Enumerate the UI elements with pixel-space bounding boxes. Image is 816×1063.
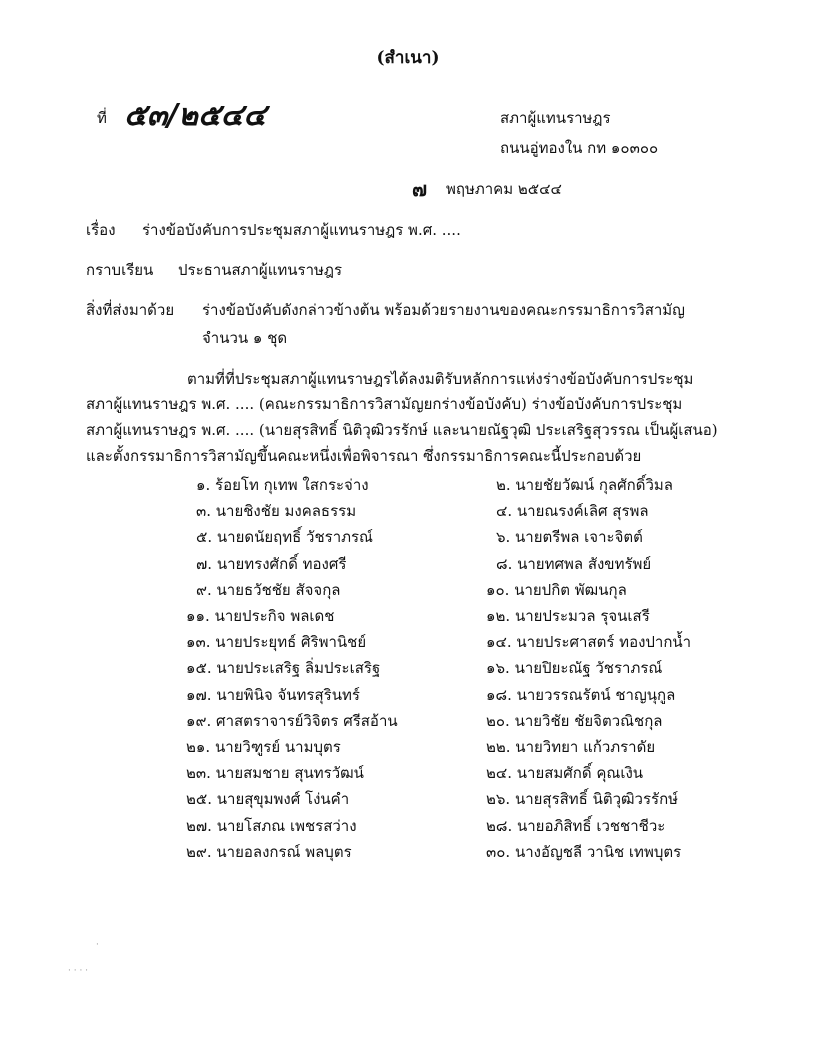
committee-member: ๑๒. นายประมวล รุจนเสรี: [486, 607, 650, 625]
committee-member: ๑๓. นายประยุทธ์ ศิริพานิชย์: [186, 633, 367, 651]
recipient-text: ประธานสภาผู้แทนราษฎร: [178, 261, 343, 279]
date-month-year: พฤษภาคม ๒๕๔๔: [446, 180, 562, 198]
committee-member: ๑๘. นายวรรณรัตน์ ชาญนุกูล: [486, 686, 676, 704]
recipient-line: [86, 258, 342, 282]
recipient-label: กราบเรียน: [86, 261, 154, 279]
committee-member: ๘. นายทศพล สังขทรัพย์: [496, 555, 652, 573]
subject-label: เรื่อง: [86, 221, 116, 239]
subject-line: [86, 218, 461, 242]
scan-artifact: ·: [96, 940, 99, 950]
org-address: ถนนอู่ทองใน กท ๑๐๓๐๐: [500, 139, 659, 157]
committee-member: ๑๖. นายปิยะณัฐ วัชราภรณ์: [486, 659, 663, 677]
enclosure-text-1: ร่างข้อบังคับดังกล่าวข้างต้น พร้อมด้วยรายงานของคณะกรรมาธิการวิสามัญ: [202, 301, 685, 319]
body-line-4: และตั้งกรรมาธิการวิสามัญขึ้นคณะหนึ่งเพื่อพิจารณา ซึ่งกรรมาธิการคณะนี้ประกอบด้วย: [86, 447, 642, 465]
committee-member: ๒๐. นายวิชัย ชัยจิตวณิชกุล: [486, 712, 663, 730]
committee-member: ๒๑. นายวิฑูรย์ นามบุตร: [186, 738, 341, 756]
body-line-3: สภาผู้แทนราษฎร พ.ศ. .... (นายสุรสิทธิ์ นิติวุฒิวรรักษ์ และนายณัฐวุฒิ ประเสริฐสุวรรณ เป็นผู้เสนอ): [86, 421, 718, 439]
enclosure-text-2: จำนวน ๑ ชุด: [202, 329, 288, 347]
enclosure-line: [86, 298, 685, 322]
committee-member: ๔. นายณรงค์เลิศ สุรพล: [496, 502, 649, 520]
committee-member: ๒๙. นายอลงกรณ์ พลบุตร: [186, 843, 352, 861]
doc-number-label: ที่: [97, 109, 107, 127]
committee-member: ๙. นายธวัชชัย สัจจกุล: [196, 581, 341, 599]
committee-member: ๒๖. นายสุรสิทธิ์ นิติวุฒิวรรักษ์: [486, 790, 679, 808]
committee-member: ๒๓. นายสมชาย สุนทรวัฒน์: [186, 764, 364, 782]
enclosure-label: สิ่งที่ส่งมาด้วย: [86, 301, 175, 319]
committee-member: ๑๔. นายประศาสตร์ ทองปากน้ำ: [486, 633, 692, 651]
committee-member: ๓. นายชิงชัย มงคลธรรม: [196, 502, 357, 520]
committee-member: ๒๗. นายโสภณ เพชรสว่าง: [186, 817, 357, 835]
committee-member: ๑๐. นายปกิต พัฒนกุล: [486, 581, 627, 599]
date-day-handwritten: ๗: [412, 177, 428, 201]
body-line-1: ตามที่ที่ประชุมสภาผู้แทนราษฎรได้ลงมติรับหลักการแห่งร่างข้อบังคับการประชุม: [187, 370, 694, 388]
committee-member: ๒. นายชัยวัฒน์ กุลศักดิ์วิมล: [496, 476, 673, 494]
subject-text: ร่างข้อบังคับการประชุมสภาผู้แทนราษฎร พ.ศ. ....: [142, 221, 461, 239]
committee-member: ๒๘. นายอภิสิทธิ์ เวชชาชีวะ: [486, 817, 666, 835]
doc-number-handwritten: ๕๓/๒๕๔๔: [124, 98, 267, 133]
committee-member: ๑๑. นายประกิจ พลเดช: [186, 607, 335, 625]
committee-member: ๖. นายตรีพล เจาะจิตต์: [496, 528, 643, 546]
copy-title: (สำเนา): [376, 48, 440, 68]
committee-member: ๑๗. นายพินิจ จันทรสุรินทร์: [186, 686, 360, 704]
scan-artifact: · · · ·: [68, 966, 89, 976]
committee-member: ๒๔. นายสมศักดิ์ คุณเงิน: [486, 764, 644, 782]
body-line-2: สภาผู้แทนราษฎร พ.ศ. .... (คณะกรรมาธิการวิสามัญยกร่างข้อบังคับ) ร่างข้อบังคับการประชุม: [86, 395, 683, 413]
committee-member: ๒๒. นายวิทยา แก้วภราดัย: [486, 738, 656, 756]
committee-member: ๓๐. นางอัญชลี วานิช เทพบุตร: [486, 843, 682, 861]
committee-member: ๕. นายดนัยฤทธิ์ วัชราภรณ์: [196, 528, 373, 546]
committee-member: ๑๙. ศาสตราจารย์วิจิตร ศรีสอ้าน: [186, 712, 398, 730]
committee-member: ๑๕. นายประเสริฐ ลิ่มประเสริฐ: [186, 659, 381, 677]
org-name: สภาผู้แทนราษฎร: [500, 109, 611, 127]
committee-member: ๑. ร้อยโท กุเทพ ใสกระจ่าง: [196, 476, 369, 494]
committee-member: ๗. นายทรงศักดิ์ ทองศรี: [196, 555, 347, 573]
committee-member: ๒๕. นายสุขุมพงศ์ โง่นคำ: [186, 790, 350, 808]
